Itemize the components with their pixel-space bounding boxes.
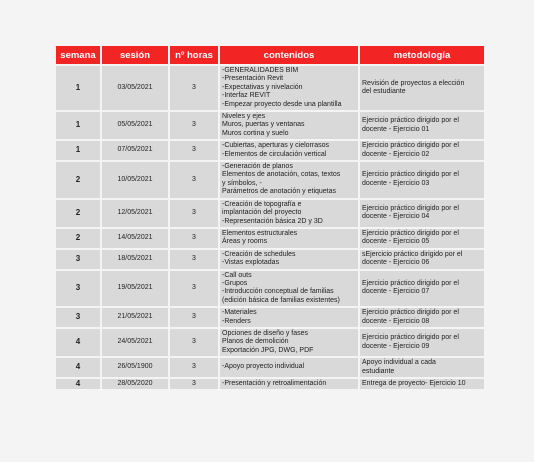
method-line: Ejercicio práctico dirigido por el xyxy=(362,309,459,317)
content-line: implantación del proyecto xyxy=(222,209,302,217)
header-contenidos: contenidos xyxy=(220,46,358,64)
method-line: Apoyo individual a cada xyxy=(362,359,436,367)
method-line: docente - Ejercicio 03 xyxy=(362,179,430,187)
week-cell: 2 xyxy=(56,200,100,227)
hours-cell: 3 xyxy=(170,162,218,198)
content-line: -Renders xyxy=(222,317,251,325)
method-line: docente - Ejercicio 08 xyxy=(362,317,430,325)
content-cell xyxy=(220,141,358,160)
method-line: estudiante xyxy=(362,367,395,375)
method-line: docente - Ejercicio 04 xyxy=(362,213,430,221)
method-cell xyxy=(360,141,484,160)
content-cell xyxy=(220,271,358,307)
method-line: Ejercicio práctico dirigido por el xyxy=(362,142,459,150)
method-line: sEjercicio práctico dirigido por el xyxy=(362,250,463,258)
header-metodologia: metodología xyxy=(360,46,484,64)
content-line: Planos de demolición xyxy=(222,338,289,346)
content-line: Exportación JPG, DWG, PDF xyxy=(222,346,314,354)
hours-cell: 3 xyxy=(170,112,218,139)
method-line: docente - Ejercicio 01 xyxy=(362,125,430,133)
content-cell xyxy=(220,358,358,377)
session-date-cell: 14/05/2021 xyxy=(102,229,168,248)
method-line: Ejercicio práctico dirigido por el xyxy=(362,171,459,179)
table-row xyxy=(56,112,484,139)
table-row xyxy=(56,329,484,356)
table-row xyxy=(56,271,484,307)
content-line: -Empezar proyecto desde una plantilla xyxy=(222,100,342,108)
content-cell xyxy=(220,379,358,389)
session-date-cell: 24/05/2021 xyxy=(102,329,168,356)
method-line: docente - Ejercicio 02 xyxy=(362,150,430,158)
table-row xyxy=(56,379,484,389)
week-cell: 2 xyxy=(56,162,100,198)
method-line: Ejercicio práctico dirigido por el xyxy=(362,229,459,237)
method-line: docente - Ejercicio 09 xyxy=(362,342,430,350)
session-date-cell: 12/05/2021 xyxy=(102,200,168,227)
method-cell xyxy=(360,358,484,377)
content-line: -Expectativas y nivelación xyxy=(222,83,303,91)
content-line: -Presentación y retroalimentación xyxy=(222,380,327,387)
content-line: -Creación de schedules xyxy=(222,250,296,258)
content-line: Áreas y rooms xyxy=(222,238,268,246)
content-line: Elementos de anotación, cotas, textos xyxy=(222,171,341,179)
session-date-cell: 18/05/2021 xyxy=(102,250,168,269)
header-row xyxy=(56,46,484,64)
week-cell: 4 xyxy=(56,379,100,389)
session-date-cell: 28/05/2020 xyxy=(102,379,168,389)
content-line: Niveles y ejes xyxy=(222,113,266,121)
method-cell xyxy=(360,329,484,356)
hours-cell: 3 xyxy=(170,66,218,110)
table-row xyxy=(56,229,484,248)
table-row xyxy=(56,308,484,327)
header-horas: nº horas xyxy=(170,46,218,64)
method-line: docente - Ejercicio 05 xyxy=(362,238,430,246)
header-sesion: sesión xyxy=(102,46,168,64)
week-cell: 1 xyxy=(56,141,100,160)
header-semana: semana xyxy=(56,46,100,64)
hours-cell: 3 xyxy=(170,141,218,160)
content-cell xyxy=(220,329,358,356)
content-line: Parámetros de anotación y etiquetas xyxy=(222,188,337,196)
method-cell xyxy=(360,66,484,110)
session-date-cell: 26/05/1900 xyxy=(102,358,168,377)
week-cell: 3 xyxy=(56,250,100,269)
method-line: Ejercicio práctico dirigido por el xyxy=(362,117,459,125)
content-line: Elementos estructurales xyxy=(222,229,298,237)
content-cell xyxy=(220,200,358,227)
content-cell xyxy=(220,162,358,198)
table-row xyxy=(56,250,484,269)
hours-cell: 3 xyxy=(170,308,218,327)
content-line: -Interfaz REVIT xyxy=(222,92,271,100)
hours-cell: 3 xyxy=(170,200,218,227)
content-line: -Cubiertas, aperturas y cielorrasos xyxy=(222,142,329,150)
table-row xyxy=(56,358,484,377)
session-date-cell: 05/05/2021 xyxy=(102,112,168,139)
session-date-cell: 03/05/2021 xyxy=(102,66,168,110)
hours-cell: 3 xyxy=(170,229,218,248)
content-line: -Presentación Revit xyxy=(222,75,284,83)
week-cell: 2 xyxy=(56,229,100,248)
method-cell xyxy=(360,112,484,139)
table-row xyxy=(56,66,484,110)
method-line: Entrega de proyecto- Ejercicio 10 xyxy=(362,380,466,387)
content-cell xyxy=(220,308,358,327)
content-line: -Grupos xyxy=(222,279,248,287)
content-line: -Call outs xyxy=(222,271,252,279)
method-cell xyxy=(360,250,484,269)
week-cell: 3 xyxy=(56,271,100,307)
week-cell: 1 xyxy=(56,112,100,139)
hours-cell: 3 xyxy=(170,250,218,269)
method-line: Ejercicio práctico dirigido por el xyxy=(362,334,459,342)
week-cell: 4 xyxy=(56,329,100,356)
table-row xyxy=(56,141,484,160)
hours-cell: 3 xyxy=(170,379,218,389)
method-line: del estudiante xyxy=(362,88,406,96)
method-cell xyxy=(360,271,484,307)
method-line: Revisión de proyectos a elección xyxy=(362,79,465,87)
content-line: (edición básica de familias existentes) xyxy=(222,296,340,304)
content-cell xyxy=(220,112,358,139)
content-line: -Generación de planos xyxy=(222,163,293,171)
hours-cell: 3 xyxy=(170,329,218,356)
method-cell xyxy=(360,379,484,389)
schedule-table xyxy=(54,44,486,391)
method-line: docente - Ejercicio 07 xyxy=(362,288,430,296)
content-line: -Materiales xyxy=(222,309,257,317)
content-line: -Representación básica 2D y 3D xyxy=(222,217,323,225)
content-line: -GENERALIDADES BIM xyxy=(222,67,299,74)
content-line: -Creación de topografía e xyxy=(222,200,302,208)
method-line: Ejercicio práctico dirigido por el xyxy=(362,279,459,287)
week-cell: 4 xyxy=(56,358,100,377)
content-line: y símbolos, - xyxy=(222,179,262,187)
content-line: -Elementos de circulación vertical xyxy=(222,150,327,158)
content-line: Muros cortina y suelo xyxy=(222,129,289,137)
session-date-cell: 19/05/2021 xyxy=(102,271,168,307)
content-line: -Apoyo proyecto individual xyxy=(222,363,305,371)
week-cell: 1 xyxy=(56,66,100,110)
method-cell xyxy=(360,229,484,248)
session-date-cell: 07/05/2021 xyxy=(102,141,168,160)
schedule-body xyxy=(56,66,484,389)
session-date-cell: 10/05/2021 xyxy=(102,162,168,198)
content-cell xyxy=(220,229,358,248)
method-cell xyxy=(360,162,484,198)
method-cell xyxy=(360,200,484,227)
content-cell xyxy=(220,250,358,269)
method-line: Ejercicio práctico dirigido por el xyxy=(362,204,459,212)
week-cell: 3 xyxy=(56,308,100,327)
content-cell xyxy=(220,66,358,110)
method-line: docente - Ejercicio 06 xyxy=(362,259,430,267)
table-row xyxy=(56,162,484,198)
table-row xyxy=(56,200,484,227)
method-cell xyxy=(360,308,484,327)
hours-cell: 3 xyxy=(170,358,218,377)
content-line: Opciones de diseño y fases xyxy=(222,329,308,337)
content-line: -Introducción conceptual de familias xyxy=(222,288,334,296)
hours-cell: 3 xyxy=(170,271,218,307)
content-line: -Vistas explotadas xyxy=(222,259,280,267)
session-date-cell: 21/05/2021 xyxy=(102,308,168,327)
content-line: Muros, puertas y ventanas xyxy=(222,121,305,129)
